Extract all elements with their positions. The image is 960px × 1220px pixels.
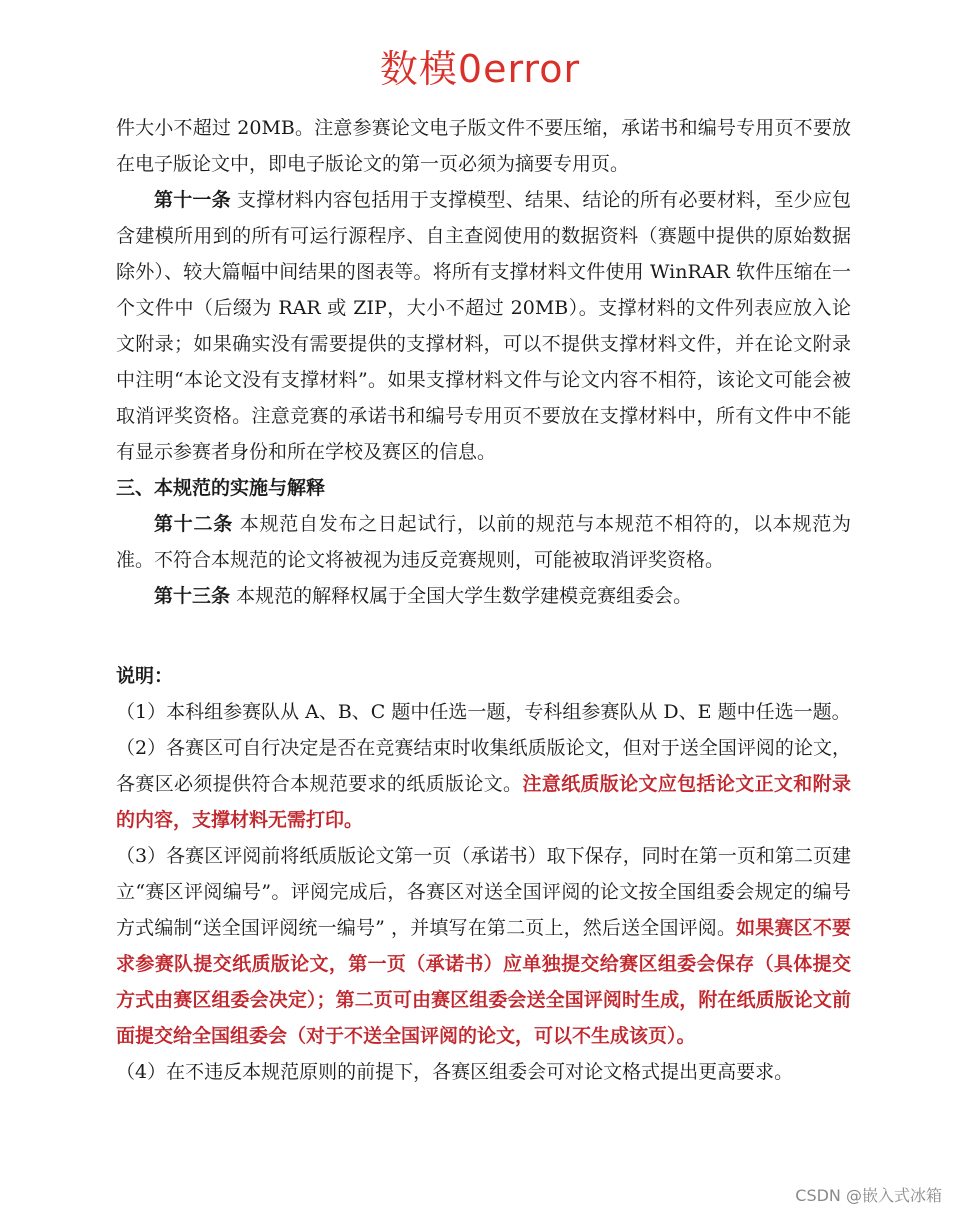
article-12-text: 本规范自发布之日起试行，以前的规范与本规范不相符的，以本规范为准。不符合本规范的论文将被视为违反竞赛规则，可能被取消评奖资格。 xyxy=(116,513,851,571)
article-12-label: 第十二条 xyxy=(154,513,233,535)
article-11 xyxy=(116,182,851,470)
note-3-highlight: 如果赛区不要求参赛队提交纸质版论文，第一页（承诺书）应单独提交给赛区组委会保存（具体提交方式由赛区组委会决定）；第二页可由赛区组委会送全国评阅时生成，附在纸质版论文前面提交给全国组委会（对于不送全国评阅的论文，可以不生成该页）。 xyxy=(116,917,851,1047)
note-1: （1）本科组参赛队从 A、B、C 题中任选一题，专科组参赛队从 D、E 题中任选一题。 xyxy=(116,701,851,723)
article-11-text: 支撑材料内容包括用于支撑模型、结果、结论的所有必要材料，至少应包含建模所用到的所有可运行源程序、自主查阅使用的数据资料（赛题中提供的原始数据除外）、较大篇幅中间结果的图表等。将所有支撑材料文件使用 WinRAR 软件压缩在一个文件中（后缀为 RAR 或 ZIP，大小不超过 20MB）。支撑材料的文件列表应放入论文附录；如果确实没有需要提供的支撑材料，可以不提供支撑材料文件，并在论文附录中注明“本论文没有支撑材料”。如果支撑材料文件与论文内容不相符，该论文可能会被取消评奖资格。注意竞赛的承诺书和编号专用页不要放在支撑材料中，所有文件中不能有显示参赛者身份和所在学校及赛区的信息。 xyxy=(116,189,851,463)
note-2-highlight: 注意纸质版论文应包括论文正文和附录的内容，支撑材料无需打印。 xyxy=(116,773,851,831)
paragraph-continuation: 件大小不超过 20MB。注意参赛论文电子版文件不要压缩，承诺书和编号专用页不要放在电子版论文中，即电子版论文的第一页必须为摘要专用页。 xyxy=(116,117,851,175)
note-4: （4）在不违反本规范原则的前提下，各赛区组委会可对论文格式提出更高要求。 xyxy=(116,1061,794,1083)
page-banner-title: 数模0error xyxy=(379,47,581,91)
spacer xyxy=(116,614,851,658)
article-13 xyxy=(116,578,851,614)
notes-title: 说明： xyxy=(116,665,174,687)
article-13-text: 本规范的解释权属于全国大学生数学建模竞赛组委会。 xyxy=(236,585,693,607)
document-body xyxy=(116,110,851,1090)
article-13-label: 第十三条 xyxy=(154,585,231,607)
article-11-label: 第十一条 xyxy=(154,189,231,211)
note-2-text: （2）各赛区可自行决定是否在竞赛结束时收集纸质版论文，但对于送全国评阅的论文，各赛区必须提供符合本规范要求的纸质版论文。 xyxy=(116,737,851,795)
note-3-text: （3）各赛区评阅前将纸质版论文第一页（承诺书）取下保存，同时在第一页和第二页建立“赛区评阅编号”。评阅完成后，各赛区对送全国评阅的论文按全国组委会规定的编号方式编制“送全国评阅统一编号” ，并填写在第二页上，然后送全国评阅。 xyxy=(116,845,851,939)
section-heading-3: 三、本规范的实施与解释 xyxy=(116,477,326,499)
note-2 xyxy=(116,730,851,838)
source-watermark: CSDN @嵌入式冰箱 xyxy=(795,1186,942,1205)
note-3 xyxy=(116,838,851,1054)
article-12 xyxy=(116,506,851,578)
